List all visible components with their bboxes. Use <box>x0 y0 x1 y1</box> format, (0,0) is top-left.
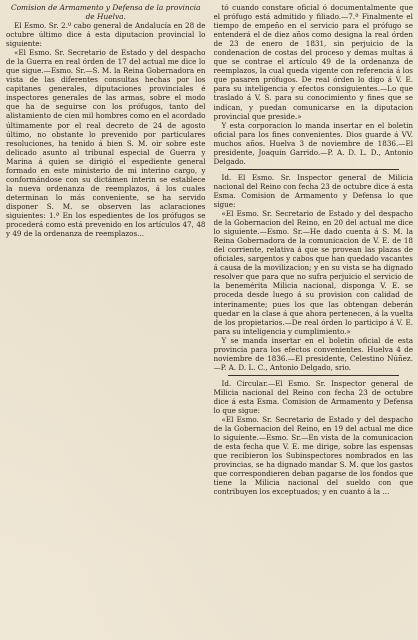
right-paragraph-4: Id. El Esmo. Sr. Inspector general de Milicia nacional del Reino con fecha 23 de octubre dice á esta Esma. Comision de Armamento y Defensa lo que sigue: <box>213 172 413 209</box>
left-paragraph-1: El Esmo. Sr. 2.º cabo general de Andalucía en 28 de octubre último dice á esta diputacion provincial lo siguiente: <box>6 21 206 49</box>
running-header: Comision de Armamento y Defensa de la provincia de Huelva. <box>10 3 201 21</box>
section-divider <box>228 169 400 170</box>
right-paragraph-8: Id. Circular.—El Esmo. Sr. Inspector general de Milicia nacional del Reino con fecha 23 de octubre dice á esta Esma. Comision de Armamento y Defensa lo que sigue: <box>213 378 413 416</box>
right-paragraph-9: «El Esmo. Sr. Secretario de Estado y del despacho de la Gobernacion del Reino, en 19 del actual me dice lo siguiente.—Esmo. Sr.—En vista de la comunicacion de esta fecha que V. E. me dirige, sobre las espensas que recibieron los Subinspectores nombrados en las provincias, se ha dignado mandar S. M. que los gastos que correspondieren deban pagarse de los fondos que tiene la Milicia nacional del sueldo con que contribuyen los exceptuados; y en cuanto á la ... <box>213 415 413 497</box>
right-paragraph-2: Y esta corporacion lo manda insertar en el boletin oficial para los fines convenientes. Dios guarde á VV. muchos años. Huelva 3 de noviembre de 1836.—El presidente, Joaquin Garrido.—P. A. D. L. D., Antonio Delgado. <box>213 120 413 166</box>
right-paragraph-6: Y se manda insertar en el boletin oficial de esta provincia para los efectos convenientes. Huelva 4 de noviembre de 1836.—El presidente, Celestino Núñez.—P. A. D. L. C., Antonio Delgado, srio. <box>213 335 413 372</box>
section-divider <box>228 375 400 376</box>
right-column <box>214 3 414 637</box>
left-column <box>6 3 206 637</box>
text-columns <box>6 3 413 637</box>
left-paragraph-2: «El Esmo. Sr. Secretario de Estado y del despacho de la Guerra en real órden de 17 del actual me dice lo que sigue.—Esmo. Sr.—S. M. la Reina Gobernadora en vista de las diferentes consultas hechas por los capitanes generales, diputaciones provinciales é inspectores generales de las armas, sobre el modo que ha de seguirse con los prófugos, tanto del alistamiento de cien mil hombres como en el acordado últimamente por el real decreto de 24 de agosto último, no obstante lo prevenido por particulares resoluciones, ha tenido á bien S. M. oir sobre este delicado asunto al tribunal especial de Guerra y Marina á quien se dirigió el espediente general formado en este ministerio de mi interino cargo, y conformándose con su dictámen interin se establece la nueva ordenanza de reemplazos, á los cuales determinan lo más conveniente, se ha servido disponer S. M. se observen las aclaraciones siguientes: 1.ª En los espedientes de los prófugos se procederá como está prevenido en los artículos 47, 48 y 49 de la ordenanza de reemplazos... <box>6 48 206 239</box>
right-paragraph-1: tó cuando constare oficial ó documentalmente que el prófugo está admitido y filiado.—7.ª Finalmente el tiempo de empeño en el servicio para el prófugo se entenderá el de diez años como designa la real órden de 23 de enero de 1831, sin perjuicio de la condenacion de costas del proceso y demas multas á que se contrae el artículo 49 de la ordenanza de reemplazos, la cual queda vigente con referencia á los que pasaren prófugos. De real órden lo digo á V. E. para su inteligencia y efectos consiguientes.—Lo que traslado á V. S. para su conocimiento y fines que se indican, y puedan comunicarse en la diputacion provincial que preside.» <box>213 3 413 121</box>
right-paragraph-5: «El Esmo. Sr. Secretario de Estado y del despacho de la Gobernacion del Reino, en 20 del actual me dice lo siguiente.—Esmo. Sr.—He dado cuenta á S. M. la Reina Gobernadora de la comunicacion de V. E. de 18 del corriente, relativa á que se provean las plazas de oficiales, sargentos y cabos que han quedado vacantes á causa de la movilizacion; y en su vista se ha dignado resolver que para que no sufra perjuicio el servicio de la benemérita Milicia nacional, disponga V. E. se proceda desde luego á su provision con calidad de interinamente; pues los que las obtengan deberán quedar en la clase á que ahora pertenecen, á la vuelta de los propietarios.—De real órden lo participo á V. E. para su inteligencia y cumplimiento.» <box>213 209 413 336</box>
